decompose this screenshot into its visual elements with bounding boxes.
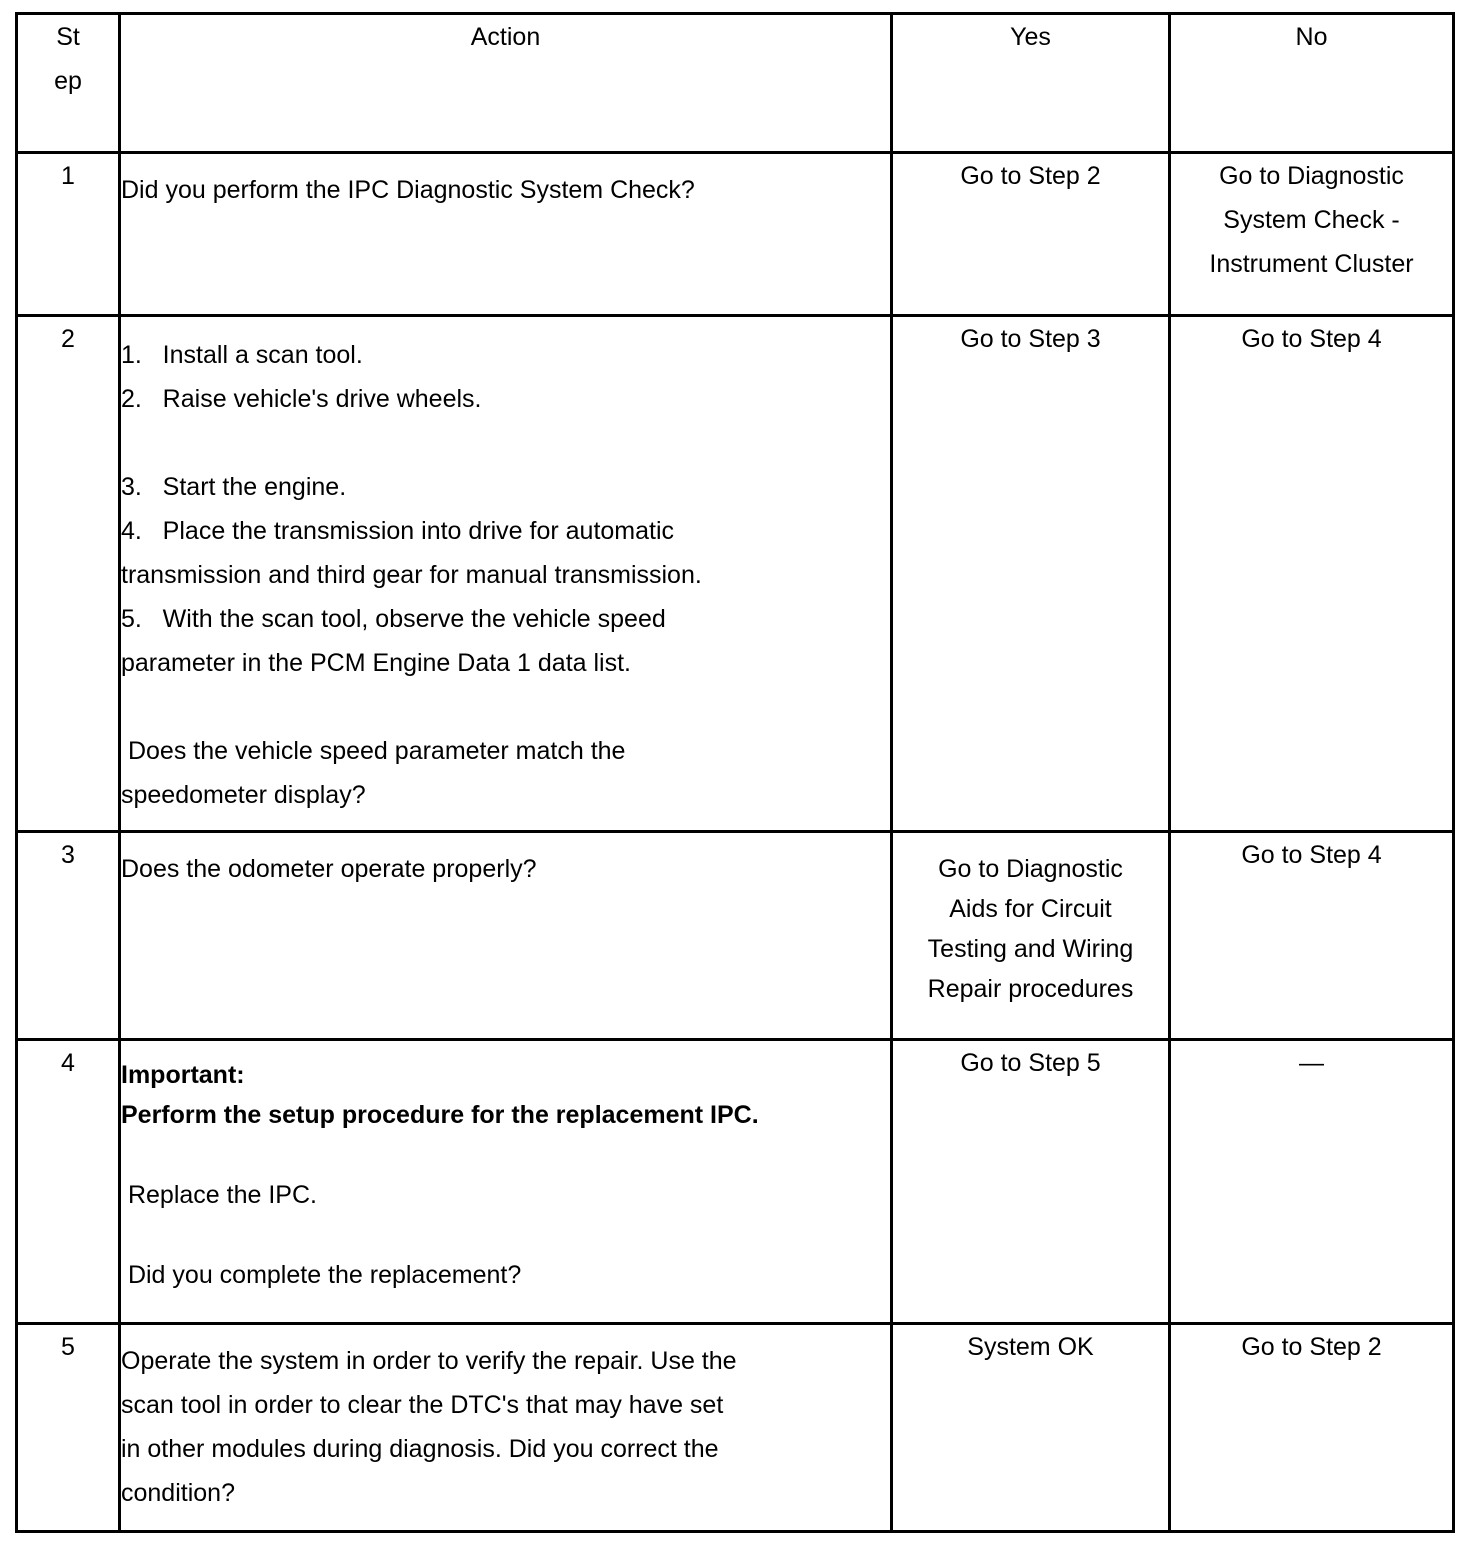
header-action: Action — [120, 14, 892, 153]
table-row — [17, 153, 1454, 316]
step-number: 5 — [17, 1324, 120, 1532]
header-step — [17, 14, 120, 153]
no-text: System Check - — [1223, 206, 1400, 234]
no-text: Go to Step 4 — [1241, 841, 1382, 869]
action-text: Did you perform the IPC Diagnostic System Check? — [121, 176, 695, 204]
action-text: 1. Install a scan tool. — [121, 341, 363, 369]
yes-text: Go to Step 2 — [960, 162, 1101, 190]
action-text: 3. Start the engine. — [121, 473, 347, 501]
yes-text: Repair procedures — [927, 975, 1134, 1003]
action-text: 5. With the scan tool, observe the vehicle speed — [121, 605, 666, 633]
action-text: in other modules during diagnosis. Did you correct the — [121, 1435, 719, 1463]
action-cell — [120, 1324, 892, 1532]
no-text: Go to Step 4 — [1241, 325, 1382, 353]
no-cell — [1170, 832, 1454, 1040]
action-text: 2. Raise vehicle's drive wheels. — [121, 385, 482, 413]
yes-text: Go to Step 3 — [960, 325, 1101, 353]
yes-text: Go to Step 5 — [960, 1049, 1101, 1077]
header-row — [17, 14, 1454, 153]
no-cell — [1170, 316, 1454, 832]
action-cell — [120, 153, 892, 316]
yes-text: Go to Diagnostic — [938, 855, 1123, 883]
action-text: Does the vehicle speed parameter match the — [121, 737, 626, 765]
yes-cell — [892, 832, 1170, 1040]
no-cell — [1170, 153, 1454, 316]
yes-cell — [892, 1040, 1170, 1324]
spacer — [121, 1135, 890, 1175]
no-text: Go to Diagnostic — [1219, 162, 1404, 190]
diagnostic-table — [15, 12, 1455, 1533]
step-number: 3 — [17, 832, 120, 1040]
yes-cell — [892, 1324, 1170, 1532]
header-step-line-1: St — [56, 23, 80, 51]
action-text: Operate the system in order to verify the repair. Use the — [121, 1347, 737, 1375]
yes-cell — [892, 153, 1170, 316]
action-text: Replace the IPC. — [121, 1181, 317, 1209]
header-step-line-2: ep — [54, 67, 82, 95]
yes-cell — [892, 316, 1170, 832]
action-text: speedometer display? — [121, 781, 366, 809]
spacer — [121, 421, 890, 465]
action-cell — [120, 832, 892, 1040]
important-label: Important: — [121, 1061, 245, 1089]
action-text: transmission and third gear for manual transmission. — [121, 561, 702, 589]
action-text: scan tool in order to clear the DTC's that may have set — [121, 1391, 724, 1419]
no-cell — [1170, 1040, 1454, 1324]
no-text: Instrument Cluster — [1209, 250, 1414, 278]
no-text: Go to Step 2 — [1241, 1333, 1382, 1361]
spacer — [121, 1215, 890, 1255]
yes-text: Testing and Wiring — [927, 935, 1134, 963]
table-row — [17, 316, 1454, 832]
header-no: No — [1170, 14, 1454, 153]
table-row — [17, 1040, 1454, 1324]
no-cell — [1170, 1324, 1454, 1532]
table-row — [17, 832, 1454, 1040]
yes-text: Aids for Circuit — [949, 895, 1112, 923]
spacer — [121, 685, 890, 729]
table-row — [17, 1324, 1454, 1532]
action-cell — [120, 316, 892, 832]
action-text: condition? — [121, 1479, 235, 1507]
action-text: 4. Place the transmission into drive for automatic — [121, 517, 675, 545]
action-text: parameter in the PCM Engine Data 1 data list. — [121, 649, 631, 677]
no-text: — — [1299, 1049, 1324, 1077]
step-number: 4 — [17, 1040, 120, 1324]
header-yes: Yes — [892, 14, 1170, 153]
step-number: 2 — [17, 316, 120, 832]
action-text: Did you complete the replacement? — [121, 1261, 522, 1289]
action-cell — [120, 1040, 892, 1324]
step-number: 1 — [17, 153, 120, 316]
action-text: Does the odometer operate properly? — [121, 855, 537, 883]
yes-text: System OK — [967, 1333, 1094, 1361]
important-note: Perform the setup procedure for the replacement IPC. — [121, 1101, 759, 1129]
